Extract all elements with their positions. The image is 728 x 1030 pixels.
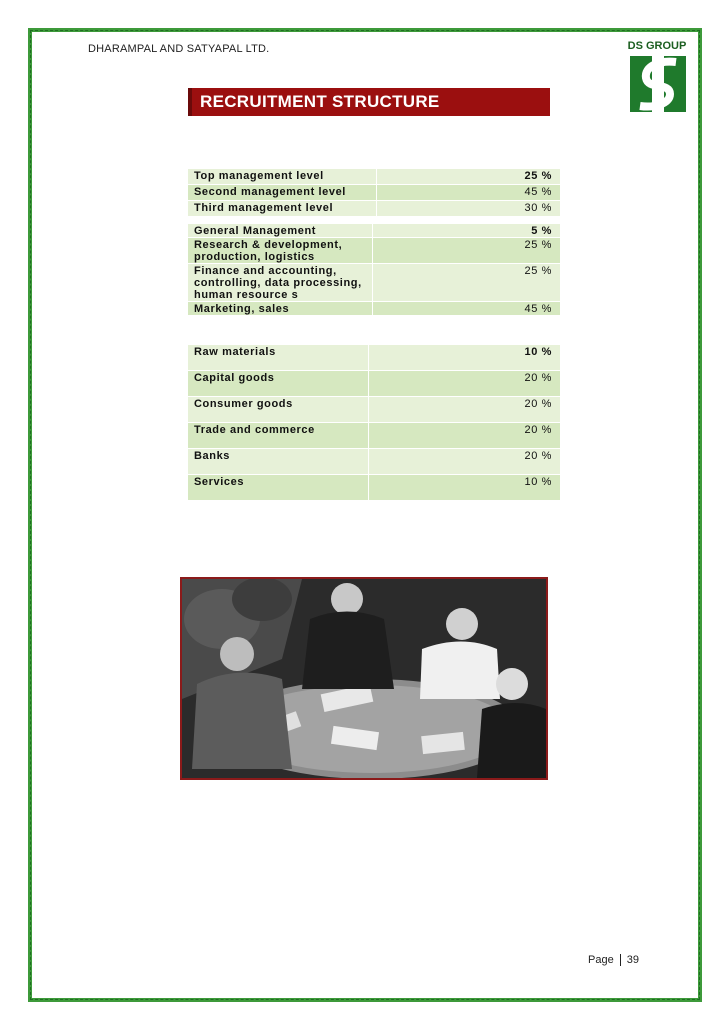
table-row [188, 397, 560, 423]
row-label: Raw materials [188, 345, 369, 371]
page-number: 39 [626, 954, 639, 966]
logo-text: DS GROUP [627, 40, 687, 52]
row-label: Third management level [188, 201, 377, 217]
row-value: 10 % [369, 475, 561, 501]
section-title-banner [188, 88, 550, 116]
table-row [188, 201, 560, 217]
row-label: Top management level [188, 169, 377, 185]
table-row [188, 302, 560, 316]
row-value: 45 % [373, 302, 561, 316]
row-value: 20 % [369, 371, 561, 397]
table-row [188, 371, 560, 397]
row-label: Trade and commerce [188, 423, 369, 449]
row-label: Banks [188, 449, 369, 475]
table-row [188, 185, 560, 201]
sector-table [188, 345, 560, 501]
row-label: Marketing, sales [188, 302, 373, 316]
table-row [188, 238, 560, 264]
table-row [188, 423, 560, 449]
row-label: Finance and accounting, controlling, data processing, human resource s [188, 264, 373, 302]
row-value: 5 % [373, 224, 561, 238]
ds-group-logo [622, 40, 692, 116]
row-label: Capital goods [188, 371, 369, 397]
function-area-table [188, 224, 560, 316]
row-value: 20 % [369, 397, 561, 423]
row-label: Consumer goods [188, 397, 369, 423]
page-footer [588, 954, 639, 966]
business-meeting-photo [180, 577, 548, 780]
row-value: 20 % [369, 449, 561, 475]
row-label: Research & development, production, logistics [188, 238, 373, 264]
row-label: General Management [188, 224, 373, 238]
section-title: RECRUITMENT STRUCTURE [200, 92, 440, 111]
row-label: Second management level [188, 185, 377, 201]
table-row [188, 475, 560, 501]
table-row [188, 345, 560, 371]
row-value: 20 % [369, 423, 561, 449]
row-value: 30 % [377, 201, 561, 217]
table-row [188, 224, 560, 238]
meeting-illustration [182, 579, 546, 778]
row-label: Services [188, 475, 369, 501]
table-row [188, 264, 560, 302]
ds-logo-icon [630, 56, 686, 112]
page-separator [620, 954, 621, 966]
header-company-name: DHARAMPAL AND SATYAPAL LTD. [88, 43, 270, 55]
management-level-table [188, 169, 560, 217]
row-value: 45 % [377, 185, 561, 201]
table-row [188, 449, 560, 475]
row-value: 25 % [373, 238, 561, 264]
table-row [188, 169, 560, 185]
row-value: 10 % [369, 345, 561, 371]
page-label: Page [588, 954, 614, 966]
row-value: 25 % [373, 264, 561, 302]
row-value: 25 % [377, 169, 561, 185]
